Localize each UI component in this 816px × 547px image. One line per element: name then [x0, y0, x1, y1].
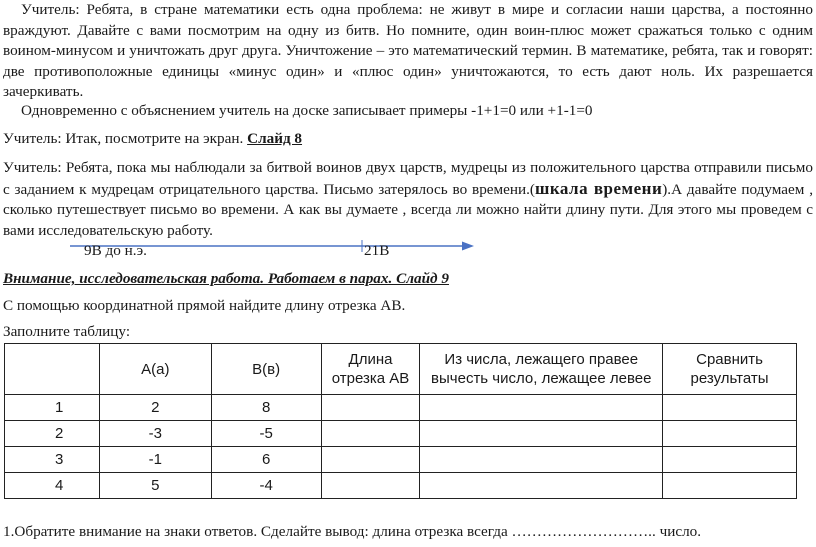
- cell-b: 8: [211, 395, 321, 421]
- timeline-right-label: 21В: [364, 242, 390, 259]
- letter-text-a: Учитель: Ребята, пока мы наблюдали за битвой воинов двух царств, мудрецы из положительного царства отправили письмо с заданием к мудрецам отрицательного царства. Письмо затерялось во времени.(: [3, 159, 813, 198]
- cell-length: [321, 447, 420, 473]
- paragraph-intro: Учитель: Ребята, в стране математики есть одна проблема: не живут в мире и согласии наши царства, а постоянно враждуют. Давайте с вами посмотрим на одну из битв. Но помните, один воин-плюс может сражаться только с одним воином-минусом и уничтожать друг друга. Уничтожение – это математический термин. В математике, ребята, так и говорят: две противоположные единицы «минус один» и «плюс один» уничтожаются, то есть дают ноль. Их разрешается зачеркивать.: [3, 1, 813, 100]
- header-cell-b: В(в): [211, 344, 321, 395]
- table-row: [5, 447, 797, 473]
- paragraph-task: С помощью координатной прямой найдите длину отрезка АВ.: [3, 297, 406, 314]
- table-row: [5, 473, 797, 499]
- timeline-left-label: 9В до н.э.: [84, 242, 147, 259]
- research-heading: Внимание, исследовательская работа. Работаем в парах. Слайд 9: [3, 270, 449, 287]
- cell-length: [321, 421, 420, 447]
- row-index: 3: [5, 447, 100, 473]
- paragraph-conclusion: 1.Обратите внимание на знаки ответов. Сделайте вывод: длина отрезка всегда ……………………….. число.: [3, 523, 702, 540]
- cell-b: -5: [211, 421, 321, 447]
- header-cell-compare: Сравнить результаты: [663, 344, 797, 395]
- header-cell-a: А(а): [99, 344, 211, 395]
- row-index: 1: [5, 395, 100, 421]
- cell-subtract: [420, 421, 663, 447]
- cell-a: -1: [99, 447, 211, 473]
- paragraph-fill-table: Заполните таблицу:: [3, 323, 131, 340]
- slide-8-text: Учитель: Итак, посмотрите на экран.: [3, 130, 248, 147]
- table-row: [5, 421, 797, 447]
- cell-subtract: [420, 395, 663, 421]
- timeline-arrowhead-icon: [462, 242, 474, 251]
- cell-subtract: [420, 473, 663, 499]
- letter-text-b: ).А давайте подумаем , сколько путешествует письмо во времени. А как вы думаете , всегда ли можно найти длину пути. Для этого мы проведем с вами исследовательскую работу.: [3, 180, 814, 239]
- cell-a: -3: [99, 421, 211, 447]
- cell-compare: [663, 473, 797, 499]
- table-header-row: [5, 344, 797, 395]
- time-scale-label: шкала времени: [535, 178, 663, 198]
- cell-compare: [663, 395, 797, 421]
- cell-length: [321, 473, 420, 499]
- row-index: 2: [5, 421, 100, 447]
- header-cell-subtract: Из числа, лежащего правее вычесть число, лежащее левее: [420, 344, 663, 395]
- paragraph-board-examples: Одновременно с объяснением учитель на доске записывает примеры -1+1=0 или +1-1=0: [21, 102, 593, 119]
- cell-a: 5: [99, 473, 211, 499]
- research-table: [4, 343, 797, 499]
- header-cell-index: [5, 344, 100, 395]
- cell-subtract: [420, 447, 663, 473]
- slide-8-label: Слайд 8: [247, 130, 303, 147]
- cell-compare: [663, 447, 797, 473]
- cell-compare: [663, 421, 797, 447]
- table-row: [5, 395, 797, 421]
- cell-length: [321, 395, 420, 421]
- header-cell-length: Длина отрезка АВ: [321, 344, 420, 395]
- cell-a: 2: [99, 395, 211, 421]
- row-index: 4: [5, 473, 100, 499]
- cell-b: 6: [211, 447, 321, 473]
- cell-b: -4: [211, 473, 321, 499]
